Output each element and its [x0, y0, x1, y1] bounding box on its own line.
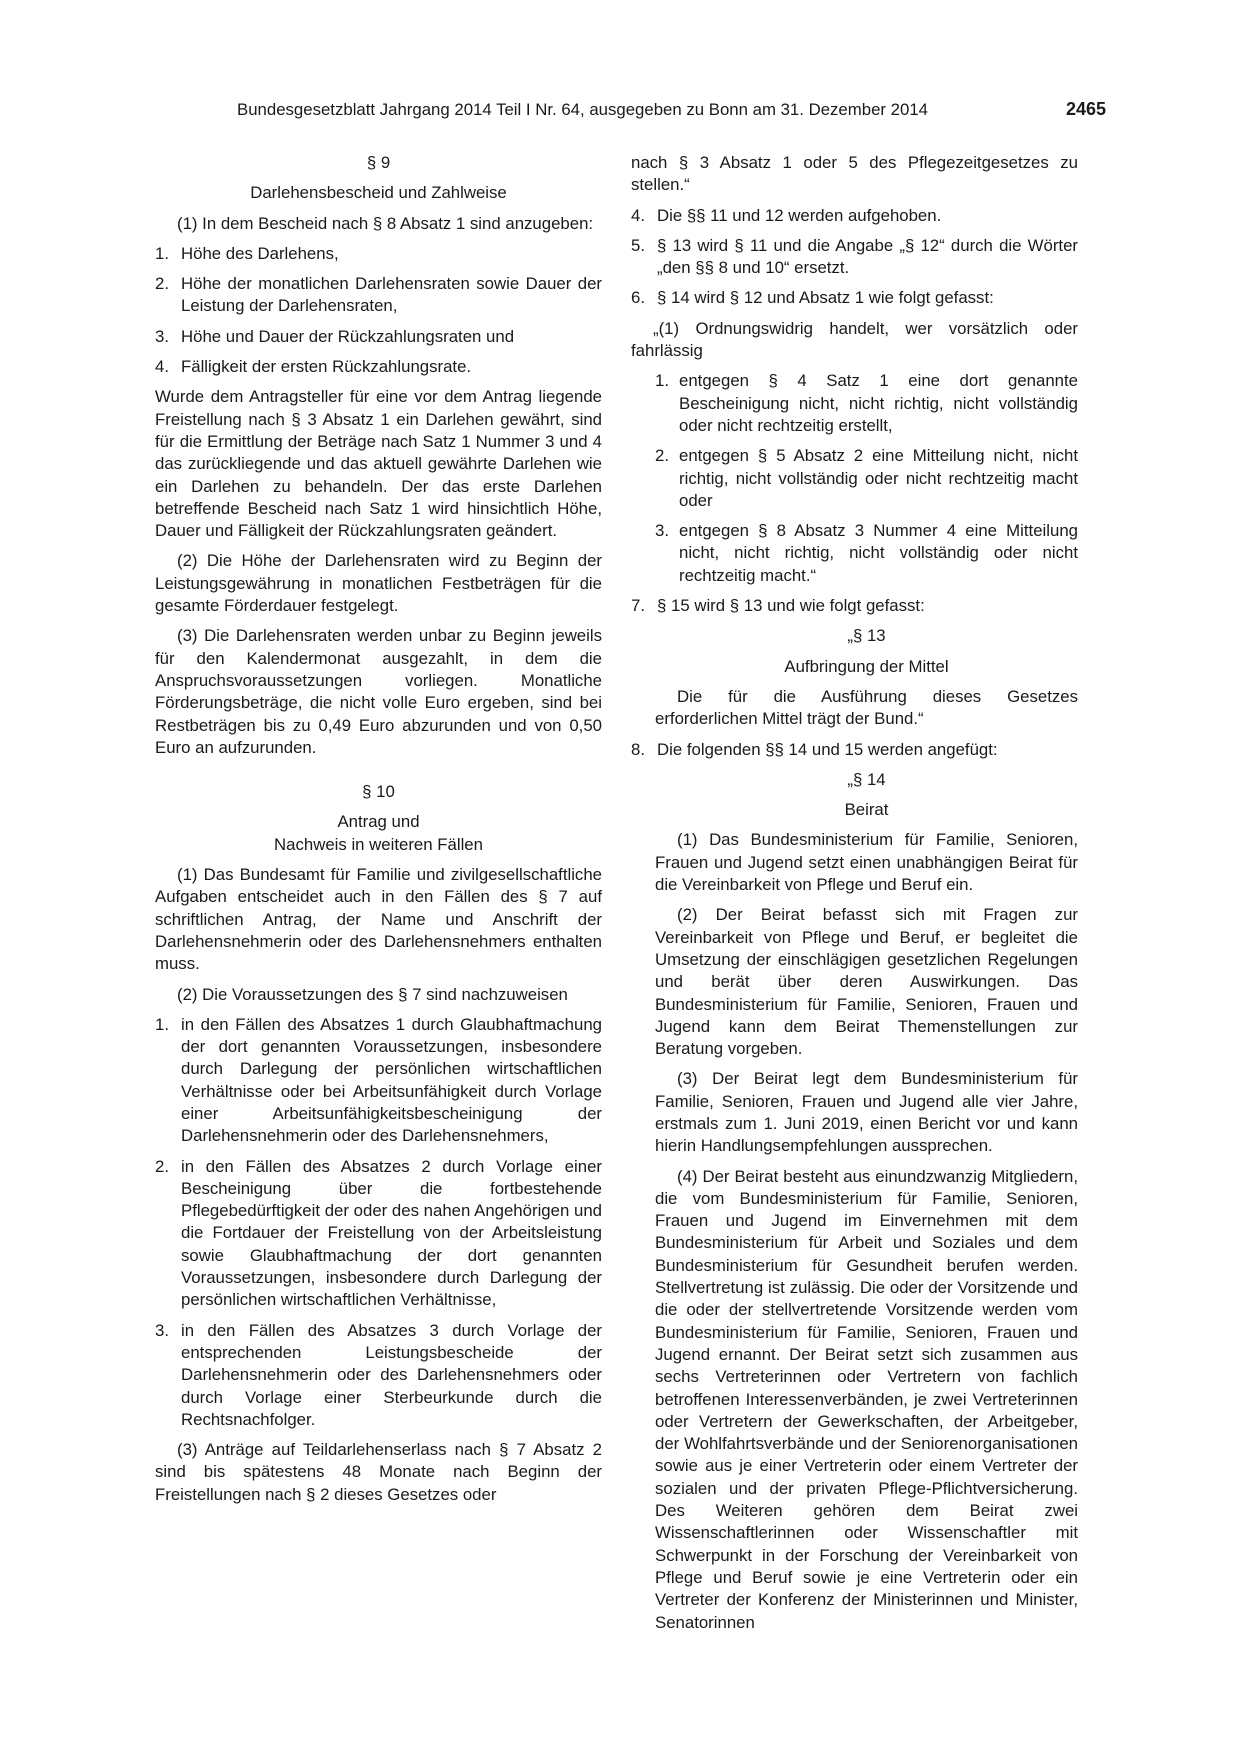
list-item: 2. in den Fällen des Absatzes 2 durch Vorlage einer Bescheinigung über die fortbestehende Pflegebedürftigkeit der oder des nahen Angehörigen und die Fortdauer der Freistellung von der Arbeitsleistung sowie Glaubhaftmachung der dort genannten Voraussetzungen, insbesondere durch Darlegung der persönlichen wirtschaftlichen Verhältnisse,: [155, 1156, 602, 1310]
list-item: 3. Höhe und Dauer der Rückzahlungsraten und: [155, 326, 515, 346]
page-number: 2465: [1065, 99, 1106, 119]
header-title: Bundesgesetzblatt Jahrgang 2014 Teil I Nr. 64, ausgegeben zu Bonn am 31. Dezember 2014: [237, 100, 928, 119]
left-column: [155, 152, 602, 1506]
section-10-title-line-1: Antrag und: [337, 812, 420, 832]
list-item: 4. Fälligkeit der ersten Rückzahlungsrate.: [155, 357, 472, 377]
list-item: 6. § 14 wird § 12 und Absatz 1 wie folgt gefasst:: [631, 288, 994, 308]
section-14-heading: „§ 14: [847, 769, 886, 789]
section-9-heading: § 9: [366, 153, 391, 172]
list-item: 7. § 15 wird § 13 und wie folgt gefasst:: [631, 596, 925, 616]
section-14-para-3: (3) Der Beirat legt dem Bundesministerium für Familie, Senioren, Frauen und Jugend alle vier Jahre, erstmals zum 1. Juni 2019, einen Bericht vor und kann hierin Handlungsempfehlungen aussprechen.: [655, 1069, 1078, 1156]
section-14-title: Beirat: [844, 800, 889, 820]
list-item: 1. entgegen § 4 Satz 1 eine dort genannte Bescheinigung nicht, nicht richtig, nicht vollständig oder nicht rechtzeitig erstellt,: [655, 371, 1078, 435]
section-9-para-1-tail: Wurde dem Antragsteller für eine vor dem Antrag liegende Freistellung nach § 3 Absatz 1 ein Darlehen gewährt, sind für die Ermittlung der Beträge nach Satz 1 Nummer 3 und 4 das zurückliegende und das aktuell gewährte Darlehen wie ein Darlehen zu behandeln. Der das erste Darlehen betreffende Bescheid nach Satz 1 wird hinsichtlich Höhe, Dauer und Fälligkeit der Rückzahlungsraten geändert.: [155, 387, 602, 541]
section-13-title: Aufbringung der Mittel: [784, 656, 949, 676]
section-14-para-2: (2) Der Beirat befasst sich mit Fragen zur Vereinbarkeit von Pflege und Beruf, er begleitet die Umsetzung der einschlägigen gesetzlichen Regelungen und berät über deren Auswirkungen. Das Bundesministerium für Familie, Senioren, Frauen und Jugend kann dem Beirat Themenstellungen zur Beratung vorgeben.: [655, 905, 1078, 1059]
section-10-heading: § 10: [362, 782, 395, 802]
page-header: [237, 99, 1106, 123]
section-10-para-3: (3) Anträge auf Teildarlehenserlass nach § 7 Absatz 2 sind bis spätestens 48 Monate nach Beginn der Freistellungen nach § 2 dieses Gesetzes oder: [155, 1440, 602, 1504]
list-item: 1. in den Fällen des Absatzes 1 durch Glaubhaftmachung der dort genannten Voraussetzungen, insbesondere durch Darlegung der persönlichen wirtschaftlichen Verhältnisse oder bei Arbeitsunfähigkeit durch Vorlage einer Arbeitsunfähigkeitsbescheinigung der Darlehensnehmerin oder des Darlehensnehmers,: [155, 1014, 602, 1146]
list-item: 5. § 13 wird § 11 und die Angabe „§ 12“ durch die Wörter „den §§ 8 und 10“ ersetzt.: [631, 235, 1078, 278]
quoted-para-1-intro: „(1) Ordnungswidrig handelt, wer vorsätzlich oder fahrlässig: [631, 318, 1078, 361]
section-14-para-1: (1) Das Bundesministerium für Familie, Senioren, Frauen und Jugend setzt einen unabhängigen Beirat für die Vereinbarkeit von Pflege und Beruf ein.: [655, 830, 1078, 895]
list-item: 8. Die folgenden §§ 14 und 15 werden angefügt:: [631, 739, 998, 759]
list-item: 2. Höhe der monatlichen Darlehensraten sowie Dauer der Leistung der Darlehensraten,: [155, 274, 602, 316]
list-item: 2. entgegen § 5 Absatz 2 eine Mitteilung nicht, nicht richtig, nicht vollständig oder nicht rechtzeitig macht oder: [655, 446, 1078, 510]
continued-text: nach § 3 Absatz 1 oder 5 des Pflegezeitgesetzes zu stellen.“: [631, 153, 1078, 195]
section-13-text: Die für die Ausführung dieses Gesetzes erforderlichen Mittel trägt der Bund.“: [655, 686, 1078, 729]
section-10-para-1: (1) Das Bundesamt für Familie und zivilgesellschaftliche Aufgaben entscheidet auch in den Fällen des § 7 auf schriftlichen Antrag, der Name und Anschrift der Darlehensnehmerin oder des Darlehensnehmers enthalten muss.: [155, 865, 602, 974]
section-13-heading: „§ 13: [847, 626, 886, 646]
list-item: 3. in den Fällen des Absatzes 3 durch Vorlage der entsprechenden Leistungsbescheide der Darlehensnehmerin oder des Darlehensnehmers oder durch Vorlage einer Sterbeurkunde durch die Rechtsnachfolger.: [155, 1320, 602, 1429]
right-column: [631, 152, 1078, 1634]
list-item: 3. entgegen § 8 Absatz 3 Nummer 4 eine Mitteilung nicht, nicht richtig, nicht vollständig oder nicht rechtzeitig macht.“: [655, 521, 1078, 585]
section-14-para-4: (4) Der Beirat besteht aus einundzwanzig Mitgliedern, die vom Bundesministerium für Familie, Senioren, Frauen und Jugend im Einvernehmen mit dem Bundesministerium für Arbeit und Soziales und dem Bundesministerium für Gesundheit berufen werden. Stellvertretung ist zulässig. Die oder der Vorsitzende und die oder der stellvertretende Vorsitzende werden vom Bundesministerium für Familie, Senioren, Frauen und Jugend ernannt. Der Beirat setzt sich zusammen aus sechs Vertreterinnen oder Vertretern von fachlich betroffenen Interessenverbänden, je zwei Vertreterinnen oder Vertretern der Gewerkschaften, der Arbeitgeber, der Wohlfahrtsverbände und der Seniorenorganisationen sowie aus je einer Vertreterin oder einem Vertreter der sozialen und der privaten Pflege-Pflichtversicherung. Des Weiteren gehören dem Beirat zwei Wissenschaftlerinnen oder Wissenschaftler mit Schwerpunkt in der Forschung der Vereinbarkeit von Pflege und Beruf sowie je eine Vertreterin oder ein Vertreter der Konferenz der Ministerinnen und Minister, Senatorinnen: [655, 1166, 1078, 1632]
section-10-title-line-2: Nachweis in weiteren Fällen: [274, 834, 483, 854]
list-item: 4. Die §§ 11 und 12 werden aufgehoben.: [631, 205, 942, 225]
section-9-para-2: (2) Die Höhe der Darlehensraten wird zu Beginn der Leistungsgewährung in monatlichen Festbeträgen für die gesamte Förderdauer festgelegt.: [155, 551, 602, 616]
section-10-para-2-intro: (2) Die Voraussetzungen des § 7 sind nachzuweisen: [177, 984, 568, 1004]
list-item: 1. Höhe des Darlehens,: [155, 243, 339, 263]
section-9-para-1-intro: (1) In dem Bescheid nach § 8 Absatz 1 sind anzugeben:: [177, 213, 594, 233]
section-9-para-3: (3) Die Darlehensraten werden unbar zu Beginn jeweils für den Kalendermonat ausgezahlt, in dem die Anspruchsvoraussetzungen vorliegen. Monatliche Förderungsbeträge, die nicht volle Euro ergeben, sind bei Restbeträgen bis zu 0,49 Euro abzurunden und von 0,50 Euro an aufzurunden.: [155, 626, 602, 757]
section-9-title: Darlehensbescheid und Zahlweise: [250, 183, 507, 203]
